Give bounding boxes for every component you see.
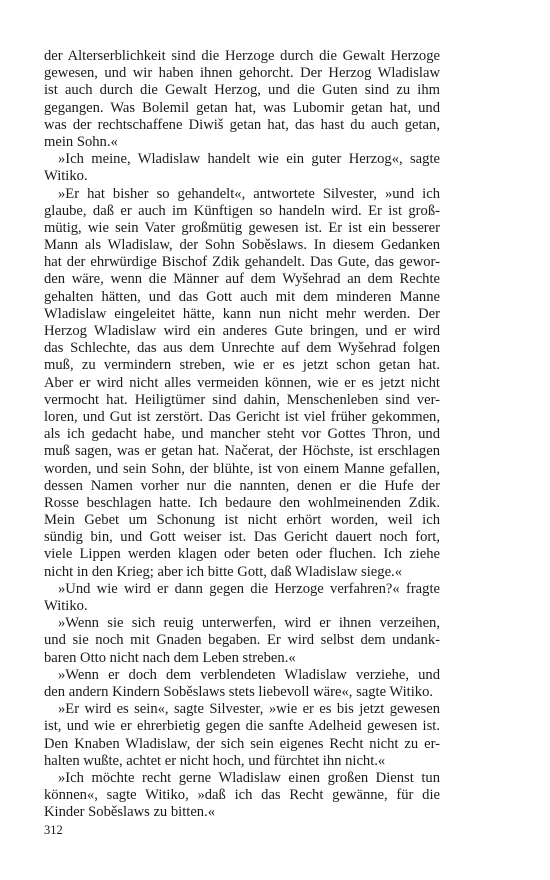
text-line: der Alterserblichkeit sind die Herzoge durch die Gewalt Herzoge	[44, 48, 440, 64]
text-line: das Schlechte, das aus dem Unrechte auf dem Wyšehrad folgen	[44, 340, 440, 357]
paragraph	[44, 151, 440, 185]
text-line: muß, zu vermindern streben, wie er es jetzt schon getan hat.	[44, 357, 440, 374]
text-line: mütig, wie sein Vater großmütig gewesen ist. Er ist ein besserer	[44, 219, 440, 236]
text-line: und sie noch mit Gnaden begaben. Er wird selbst dem undank-	[44, 632, 440, 649]
paragraph	[44, 581, 440, 615]
text-line: Rosse beschlagen hatte. Ich bedaure den wohlmeinenden Zdik.	[44, 494, 440, 511]
text-line: können«, sagte Witiko, »daß ich das Recht gewänne, für die	[44, 787, 440, 804]
text-line: »Er hat bisher so gehandelt«, antwortete Silvester, »und ich	[58, 185, 440, 202]
paragraph	[44, 667, 440, 701]
text-line: Mann als Wladislaw, der Sohn Soběslaws. In diesem Gedanken	[44, 237, 440, 254]
text-line: gegangen. Was Bolemil getan hat, was Lubomir getan hat, und	[44, 99, 440, 116]
text-line: sündig bin, und Gott weiser ist. Das Gericht dauert noch fort,	[44, 529, 440, 546]
text-line: »Ich möchte recht gerne Wladislaw einen großen Dienst tun	[58, 769, 440, 786]
text-line: halten wußte, achtet er nicht hoch, und fürchtet ihn nicht.«	[44, 752, 386, 769]
text-line: baren Otto nicht nach dem Leben streben.«	[44, 649, 296, 666]
text-line: »Er wird es sein«, sagte Silvester, »wie er es bis jetzt gewesen	[58, 701, 440, 718]
book-page	[44, 48, 440, 821]
paragraph	[44, 770, 440, 822]
text-line: Kinder Soběslaws zu bitten.«	[44, 804, 216, 821]
body-text	[44, 48, 440, 821]
text-line: ist auch durch die Gewalt Herzog, und die Guten sind zu ihm	[44, 82, 440, 99]
text-line: den andern Kindern Soběslaws stets liebevoll wäre«, sagte Witiko.	[44, 683, 434, 700]
text-line: Den Knaben Wladislaw, der sich sein eigenes Recht nicht zu er-	[44, 735, 440, 752]
text-line: viele Lippen werden klagen oder beten oder fluchen. Ich ziehe	[44, 546, 440, 563]
text-line: Herzog Wladislaw wird ein anderes Gute bringen, und er wird	[44, 323, 440, 339]
text-line: den wäre, wenn die Männer auf dem Wyšehrad an dem Rechte	[44, 271, 440, 288]
text-line: worden, und sein Sohn, der blühte, ist von einem Manne gefallen,	[44, 460, 440, 477]
text-line: »Und wie wird er dann gegen die Herzoge verfahren?« fragte	[58, 580, 440, 597]
text-line: »Wenn er doch dem verblendeten Wladislaw verziehe, und	[58, 666, 440, 683]
text-line: vermocht hat. Heiligtümer sind dahin, Menschenleben sind ver-	[44, 391, 440, 408]
text-line: loren, und Gut ist zerstört. Das Gericht ist viel früher gekommen,	[44, 408, 440, 425]
text-line: mein Sohn.«	[44, 133, 118, 150]
paragraph	[44, 701, 440, 770]
text-line: dessen Namen vorher nur die nannten, denen er die Hufe der	[44, 477, 440, 494]
text-line: hat der ehrwürdige Bischof Zdik gehandelt. Das Gute, das gewor-	[44, 254, 440, 271]
text-line: Witiko.	[44, 168, 88, 185]
paragraph	[44, 48, 440, 151]
text-line: gehalten hätten, und das Gott auch mit dem minderen Manne	[44, 288, 440, 305]
text-line: ist, und wie er ehrerbietig gegen die sanfte Adelheid gewesen ist.	[44, 718, 440, 735]
page-number: 312	[44, 823, 63, 837]
text-line: als ich gedacht habe, und mancher steht vor Gottes Thron, und	[44, 426, 440, 443]
text-line: »Wenn sie sich reuig unterwerfen, wird er ihnen verzeihen,	[58, 615, 440, 632]
text-line: »Ich meine, Wladislaw handelt wie ein guter Herzog«, sagte	[58, 151, 440, 168]
paragraph	[44, 186, 440, 581]
text-line: glaube, daß er auch im Künftigen so handeln wird. Er ist groß-	[44, 202, 440, 219]
text-line: nicht in den Krieg; aber ich bitte Gott, daß Wladislaw siege.«	[44, 563, 402, 580]
text-line: muß sagen, was er getan hat. Načerat, der Höchste, ist erschlagen	[44, 443, 440, 460]
text-line: gewesen, und wir haben ihnen gehorcht. Der Herzog Wladislaw	[44, 65, 440, 82]
text-line: Mein Gebet um Schonung ist nicht erhört worden, weil ich	[44, 512, 440, 529]
paragraph	[44, 615, 440, 667]
text-line: Witiko.	[44, 598, 88, 614]
text-line: Wladislaw eingeleitet hätte, kann nun nicht mehr werden. Der	[44, 305, 440, 322]
text-line: was der rechtschaffene Diwiš getan hat, das hast du auch getan,	[44, 116, 440, 133]
text-line: Aber er wird nicht alles vermeiden können, wie er es jetzt nicht	[44, 374, 440, 391]
